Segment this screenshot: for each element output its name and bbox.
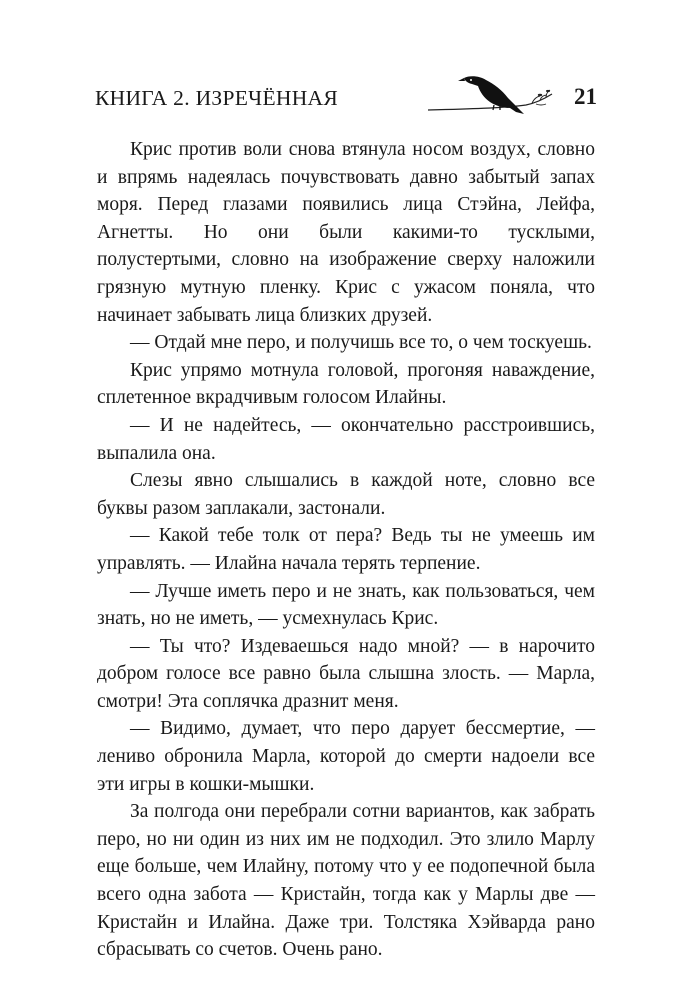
paragraph: — Ты что? Издеваешься надо мной? — в нарочито добром голосе все равно была слышна злость. — Марла, смотри! Эта соплячка дразнит меня.	[97, 635, 595, 712]
running-header	[95, 72, 605, 122]
body-text	[97, 136, 595, 964]
paragraph: За полгода они перебрали сотни вариантов, как забрать перо, но ни один из них им не подходил. Это злило Марлу еще больше, чем Илайну, потому что у ее подопечной была всего одна забота — Кристайн, тогда как у Марлы две — Кристайн и Илайна. Даже три. Толстяка Хэйварда рано сбрасывать со счетов. Очень рано.	[97, 801, 595, 961]
paragraph: — И не надейтесь, — окончательно расстроившись, выпалила она.	[97, 414, 595, 464]
paragraph: Крис против воли снова втянула носом воздух, словно и впрямь надеялась почувствовать давно забытый запах моря. Перед глазами появились лица Стэйна, Лейфа, Агнетты. Но они были какими-то тусклыми, полустертыми, словно на изображение сверху наложили грязную мутную пленку. Крис с ужасом поняла, что начинает забывать лица близких друзей.	[97, 139, 595, 326]
paragraph: Крис упрямо мотнула головой, прогоняя наваждение, сплетенное вкрадчивым голосом Илайны.	[97, 359, 595, 409]
paragraph: Слезы явно слышались в каждой ноте, словно все буквы разом заплакали, застонали.	[97, 470, 595, 519]
paragraph: — Видимо, думает, что перо дарует бессмертие, — лениво обронила Марла, которой до смерти надоели все эти игры в кошки-мышки.	[97, 718, 595, 795]
running-title: КНИГА 2. ИЗРЕЧЁННАЯ	[95, 86, 338, 110]
page-number: 21	[574, 84, 597, 109]
paragraph: — Лучше иметь перо и не знать, как пользоваться, чем знать, но не иметь, — усмехнулась Крис.	[97, 580, 595, 630]
raven-on-branch-icon	[428, 72, 558, 120]
paragraph: — Какой тебе толк от пера? Ведь ты не умеешь им управлять. — Илайна начала терять терпение.	[97, 525, 595, 574]
paragraph: — Отдай мне перо, и получишь все то, о чем тоскуешь.	[130, 332, 592, 354]
